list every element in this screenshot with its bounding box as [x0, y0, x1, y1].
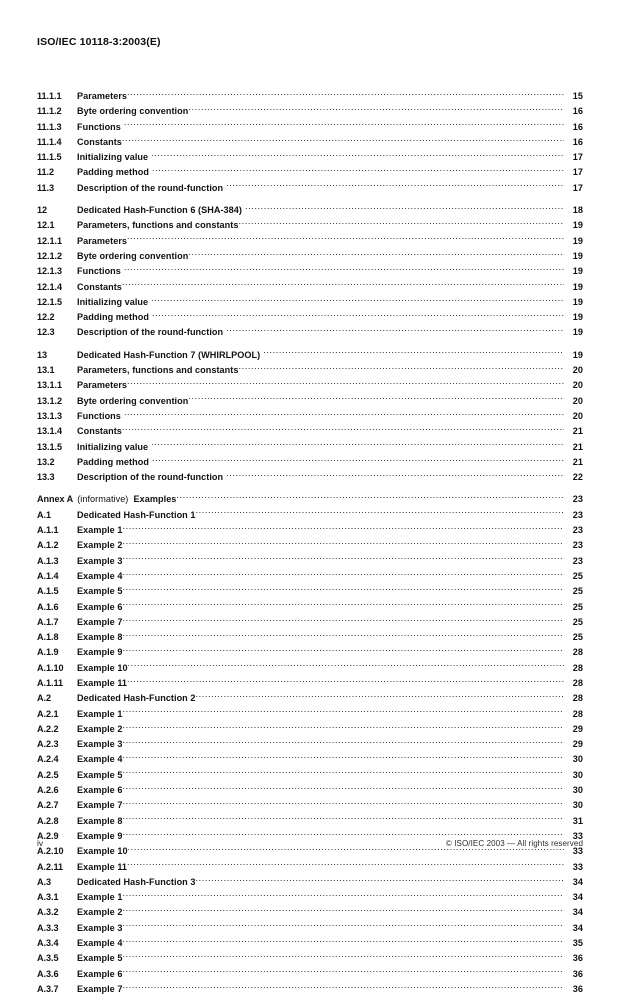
- toc-dot-leader: [195, 507, 564, 518]
- toc-dot-leader: [245, 202, 564, 213]
- toc-entry-number: A.3.3: [37, 922, 59, 933]
- toc-entry-annex-title: Examples: [133, 494, 177, 505]
- toc-entry-number: A.3.7: [37, 983, 59, 994]
- toc-entry-page: 23: [572, 555, 583, 566]
- toc-entry-page: 28: [572, 647, 583, 658]
- toc-dot-leader: [151, 439, 564, 450]
- toc-entry-number: A.2.2: [37, 723, 59, 734]
- toc-dot-leader: [226, 180, 564, 191]
- toc-dot-leader: [122, 813, 564, 824]
- toc-dot-leader: [226, 324, 564, 335]
- toc-entry-title: Example 2: [77, 540, 123, 551]
- toc-entry-title: Parameters, functions and constants: [77, 365, 239, 376]
- toc-entry-number: A.1.11: [37, 677, 63, 688]
- toc-entry-number: 11.1.2: [37, 106, 62, 117]
- toc-entry-number: 13.1.1: [37, 380, 62, 391]
- toc-entry-title: Example 5: [77, 769, 123, 780]
- toc-dot-leader: [122, 782, 564, 793]
- toc-dot-leader: [122, 966, 564, 977]
- toc-dot-leader: [127, 377, 564, 388]
- toc-entry-page: 19: [572, 349, 583, 360]
- toc-entry-page: 21: [572, 426, 583, 437]
- toc-entry-number: 13.2: [37, 456, 55, 467]
- toc-entry-number: A.1.8: [37, 632, 59, 643]
- toc-entry-number: A.1.10: [37, 662, 64, 673]
- toc-entry-title: Parameters: [77, 91, 128, 101]
- toc-dot-leader: [122, 736, 564, 747]
- toc-entry-page: 16: [572, 136, 583, 147]
- toc-entry-title: Parameters: [77, 380, 128, 391]
- toc-dot-leader: [122, 920, 564, 931]
- toc-entry-number: A.3.6: [37, 968, 59, 979]
- toc-entry-title: Byte ordering convention: [77, 250, 189, 261]
- toc-entry-title: Description of the round-function: [77, 472, 224, 483]
- toc-dot-leader: [122, 797, 564, 808]
- toc-entry-page: 34: [572, 892, 583, 903]
- toc-entry-title: Dedicated Hash-Function 2: [77, 693, 196, 704]
- toc-entry-page: 21: [572, 456, 583, 467]
- toc-entry-title: Example 2: [77, 723, 123, 734]
- toc-entry-title: Example 7: [77, 616, 123, 627]
- toc-entry-page: 30: [572, 769, 583, 780]
- toc-entry-number: A.3.4: [37, 938, 59, 949]
- toc-dot-leader: [124, 408, 564, 419]
- toc-entry-number: 13.1.4: [37, 426, 62, 437]
- toc-entry-title: Functions: [77, 121, 121, 132]
- toc-entry-number: A.1.7: [37, 616, 59, 627]
- toc-entry-title: Padding method: [77, 167, 149, 178]
- toc-dot-leader: [122, 522, 564, 533]
- toc-entry-number: A.1.2: [37, 540, 59, 551]
- toc-entry-page: 20: [572, 365, 583, 376]
- toc-entry-number: A.3.5: [37, 953, 59, 964]
- toc-dot-leader: [122, 950, 564, 961]
- toc-dot-leader: [122, 935, 564, 946]
- toc-entry-title: Example 5: [77, 953, 123, 964]
- toc-dot-leader: [122, 279, 564, 290]
- toc-dot-leader: [122, 706, 564, 717]
- toc-group: [37, 202, 583, 340]
- toc-entry-number: Annex A: [37, 494, 74, 505]
- toc-entry-title: Initializing value: [77, 296, 149, 307]
- toc-entry-page: 20: [572, 395, 583, 406]
- toc-entry-title: Constants: [77, 281, 122, 292]
- toc-entry-number: A.1.3: [37, 555, 59, 566]
- toc-entry-page: 25: [572, 632, 583, 643]
- toc-dot-leader: [124, 119, 564, 130]
- toc-entry-title: Example 2: [77, 907, 123, 918]
- toc-entry-number: A.2.8: [37, 815, 59, 826]
- toc-entry-page: 19: [572, 281, 583, 292]
- toc-entry-title: Initializing value: [77, 152, 149, 163]
- toc-entry-title: Example 3: [77, 739, 123, 750]
- toc-entry-title: Dedicated Hash-Function 1: [77, 509, 196, 520]
- toc-entry-number: A.2.4: [37, 754, 59, 765]
- toc-entry-number: 12.1.2: [37, 250, 62, 261]
- toc-entry-title: Example 9: [77, 647, 123, 658]
- toc-entry-page: 19: [572, 235, 583, 246]
- toc-entry-page: 23: [572, 525, 583, 536]
- toc-entry-number: A.3.1: [37, 892, 59, 903]
- toc-entry-page: 15: [572, 91, 583, 101]
- toc-entry-number: A.3.2: [37, 907, 59, 918]
- toc-entry[interactable]: [37, 324, 583, 339]
- toc-entry-title: Example 1: [77, 892, 123, 903]
- toc-entry-number: A.2.7: [37, 800, 59, 811]
- toc-entry-page: 25: [572, 601, 583, 612]
- toc-entry-page: 30: [572, 785, 583, 796]
- toc-entry-title: Example 8: [77, 632, 123, 643]
- toc-entry-title: Parameters: [77, 235, 128, 246]
- toc-entry-page: 30: [572, 754, 583, 765]
- toc-entry-page: 19: [572, 250, 583, 261]
- toc-entry-number: 12.2: [37, 312, 55, 323]
- toc-entry-number: A.2.1: [37, 708, 59, 719]
- toc-entry-page: 23: [572, 494, 583, 505]
- toc-dot-leader: [152, 309, 564, 320]
- toc-entry-number: A.2.3: [37, 739, 59, 750]
- toc-entry-number: 11.1.5: [37, 152, 62, 163]
- toc-dot-leader: [128, 660, 564, 671]
- toc-entry-page: 23: [572, 540, 583, 551]
- toc-dot-leader: [122, 721, 564, 732]
- toc-entry-page: 19: [572, 220, 583, 231]
- toc-dot-leader: [152, 454, 564, 465]
- toc-entry[interactable]: [37, 469, 583, 484]
- toc-dot-leader: [122, 134, 564, 145]
- toc-entry-title: Parameters, functions and constants: [77, 220, 239, 231]
- page-footer: [37, 838, 583, 848]
- toc-entry-number: 11.1.3: [37, 121, 62, 132]
- toc-group: [37, 88, 583, 195]
- toc-dot-leader: [151, 149, 564, 160]
- toc-entry-page: 28: [572, 662, 583, 673]
- toc-entry-title: Example 7: [77, 983, 123, 994]
- toc-dot-leader: [226, 469, 564, 480]
- toc-dot-leader: [122, 614, 564, 625]
- toc-dot-leader: [122, 767, 564, 778]
- toc-entry-page: 19: [572, 327, 583, 338]
- toc-entry-title: Byte ordering convention: [77, 395, 189, 406]
- toc-dot-leader: [263, 347, 564, 358]
- toc-entry-title: Example 4: [77, 754, 123, 765]
- toc-entry-title: Example 3: [77, 555, 123, 566]
- toc-dot-leader: [152, 164, 564, 175]
- toc-entry-number: A.2.11: [37, 861, 63, 872]
- toc-entry-title: Example 1: [77, 708, 123, 719]
- toc-entry-page: 16: [572, 106, 583, 117]
- toc-entry-number: 11.3: [37, 182, 54, 193]
- toc-entry-title: Example 4: [77, 570, 123, 581]
- toc-dot-leader: [122, 423, 564, 434]
- toc-entry-page: 33: [572, 846, 583, 857]
- toc-entry-page: 17: [572, 167, 583, 178]
- toc-entry-number: 12: [37, 205, 48, 216]
- toc-entry-page: 20: [572, 380, 583, 391]
- toc-dot-leader: [122, 751, 564, 762]
- toc-entry-title: Functions: [77, 410, 121, 421]
- toc-entry-number: 13: [37, 349, 48, 360]
- toc-entry-title: Dedicated Hash-Function 6 (SHA-384): [77, 205, 242, 216]
- toc-entry-page: 28: [572, 708, 583, 719]
- toc-dot-leader: [238, 217, 564, 228]
- toc-entry-title: Example 8: [77, 815, 123, 826]
- toc-entry-page: 16: [572, 121, 583, 132]
- toc-entry-page: 33: [572, 830, 583, 841]
- toc-entry-number: A.2.6: [37, 785, 59, 796]
- toc-entry[interactable]: [37, 981, 583, 996]
- toc-group: [37, 491, 583, 996]
- toc-dot-leader: [151, 294, 564, 305]
- toc-entry-page: 34: [572, 907, 583, 918]
- toc-entry-number: 13.1: [37, 365, 55, 376]
- toc-entry-title: Example 6: [77, 601, 123, 612]
- footer-page-number: iv: [37, 838, 44, 848]
- toc-entry-title: Example 11: [77, 677, 128, 688]
- toc-dot-leader: [188, 103, 564, 114]
- toc-entry-title: Example 9: [77, 830, 123, 841]
- table-of-contents: [37, 88, 583, 996]
- toc-entry-number: A.1.6: [37, 601, 59, 612]
- toc-entry-page: 34: [572, 922, 583, 933]
- toc-entry-title: Functions: [77, 266, 121, 277]
- toc-entry-title: Constants: [77, 136, 122, 147]
- toc-entry-page: 36: [572, 968, 583, 979]
- toc-entry-page: 17: [572, 182, 583, 193]
- toc-entry-page: 34: [572, 876, 583, 887]
- toc-entry-number: 12.1.5: [37, 296, 62, 307]
- toc-entry-title: Example 10: [77, 662, 128, 673]
- toc-entry-number: 13.1.2: [37, 395, 62, 406]
- toc-dot-leader: [188, 248, 564, 259]
- toc-entry-title: Dedicated Hash-Function 7 (WHIRLPOOL): [77, 349, 261, 360]
- toc-entry-title: Description of the round-function: [77, 327, 224, 338]
- toc-entry-number: 12.1: [37, 220, 55, 231]
- toc-entry-number: A.1.4: [37, 570, 59, 581]
- toc-entry-number: A.2.5: [37, 769, 59, 780]
- toc-entry-title: Example 5: [77, 586, 123, 597]
- toc-entry-title: Example 7: [77, 800, 123, 811]
- toc-entry-number: A.1.9: [37, 647, 59, 658]
- toc-entry-page: 29: [572, 739, 583, 750]
- toc-dot-leader: [124, 263, 564, 274]
- toc-entry-number: 11.1.1: [37, 91, 62, 101]
- toc-dot-leader: [122, 599, 564, 610]
- toc-entry-number: A.3: [37, 876, 52, 887]
- toc-entry-page: 22: [572, 472, 583, 483]
- toc-dot-leader: [195, 874, 564, 885]
- toc-entry-page: 19: [572, 312, 583, 323]
- toc-entry-number: 11.2: [37, 167, 54, 178]
- toc-entry-number: 13.3: [37, 472, 55, 483]
- toc-entry-number: A.2.10: [37, 846, 64, 857]
- toc-entry-page: 36: [572, 983, 583, 994]
- page-header: ISO/IEC 10118-3:2003(E): [37, 36, 161, 48]
- toc-dot-leader: [238, 362, 564, 373]
- toc-dot-leader: [127, 88, 564, 99]
- toc-entry-title: Example 4: [77, 938, 123, 949]
- toc-dot-leader: [195, 690, 564, 701]
- footer-copyright: © ISO/IEC 2003 — All rights reserved: [445, 839, 583, 848]
- toc-entry-title: Example 6: [77, 968, 123, 979]
- toc-entry-title: Byte ordering convention: [77, 106, 189, 117]
- toc-entry-page: 19: [572, 266, 583, 277]
- toc-dot-leader: [127, 675, 564, 686]
- toc-entry-page: 35: [572, 938, 583, 949]
- toc-entry-page: 21: [572, 441, 583, 452]
- toc-dot-leader: [122, 889, 564, 900]
- toc-dot-leader: [122, 904, 564, 915]
- toc-entry-title: Example 6: [77, 785, 123, 796]
- toc-dot-leader: [122, 644, 564, 655]
- toc-entry-number: 12.3: [37, 327, 55, 338]
- toc-dot-leader: [176, 491, 564, 502]
- toc-entry-number: 12.1.1: [37, 235, 62, 246]
- toc-entry-page: 31: [572, 815, 583, 826]
- toc-dot-leader: [122, 568, 564, 579]
- toc-entry-page: 28: [572, 677, 583, 688]
- toc-entry[interactable]: [37, 180, 583, 195]
- toc-entry-number: A.1.5: [37, 586, 59, 597]
- toc-entry-page: 29: [572, 723, 583, 734]
- toc-entry-page: 30: [572, 800, 583, 811]
- toc-entry-page: 18: [572, 205, 583, 216]
- toc-dot-leader: [122, 553, 564, 564]
- toc-entry-page: 17: [572, 152, 583, 163]
- toc-entry-number: 13.1.5: [37, 441, 62, 452]
- toc-entry-title: Example 3: [77, 922, 123, 933]
- toc-entry-number: 12.1.4: [37, 281, 62, 292]
- toc-entry-page: 19: [572, 296, 583, 307]
- toc-entry-page: 28: [572, 693, 583, 704]
- toc-entry-title: Example 10: [77, 846, 128, 857]
- toc-entry-page: 25: [572, 586, 583, 597]
- toc-dot-leader: [127, 859, 564, 870]
- toc-entry-title: Dedicated Hash-Function 3: [77, 876, 196, 887]
- toc-entry-title: Padding method: [77, 456, 149, 467]
- toc-entry-page: 25: [572, 570, 583, 581]
- toc-entry-number: 13.1.3: [37, 410, 62, 421]
- toc-entry-number: A.1.1: [37, 525, 59, 536]
- toc-dot-leader: [122, 583, 564, 594]
- toc-entry-page: 36: [572, 953, 583, 964]
- toc-entry-number: A.1: [37, 509, 52, 520]
- toc-entry-title: Example 11: [77, 861, 128, 872]
- toc-entry-page: 33: [572, 861, 583, 872]
- toc-entry-page: 23: [572, 509, 583, 520]
- toc-entry-title: Padding method: [77, 312, 149, 323]
- toc-entry-title: Initializing value: [77, 441, 149, 452]
- toc-entry-number: 11.1.4: [37, 136, 62, 147]
- toc-entry-qualifier: (informative): [77, 494, 129, 505]
- toc-dot-leader: [122, 981, 564, 992]
- toc-dot-leader: [188, 393, 564, 404]
- toc-entry-title: Example 1: [77, 525, 123, 536]
- toc-entry-page: 25: [572, 616, 583, 627]
- toc-dot-leader: [122, 629, 564, 640]
- toc-dot-leader: [122, 537, 564, 548]
- toc-entry-number: A.2.9: [37, 830, 59, 841]
- toc-entry-title: Description of the round-function: [77, 182, 224, 193]
- toc-entry-number: 12.1.3: [37, 266, 62, 277]
- toc-entry-number: A.2: [37, 693, 52, 704]
- toc-dot-leader: [127, 233, 564, 244]
- toc-entry-title: Constants: [77, 426, 122, 437]
- toc-group: [37, 347, 583, 485]
- toc-entry-page: 20: [572, 410, 583, 421]
- toc-entry-title: [77, 492, 176, 506]
